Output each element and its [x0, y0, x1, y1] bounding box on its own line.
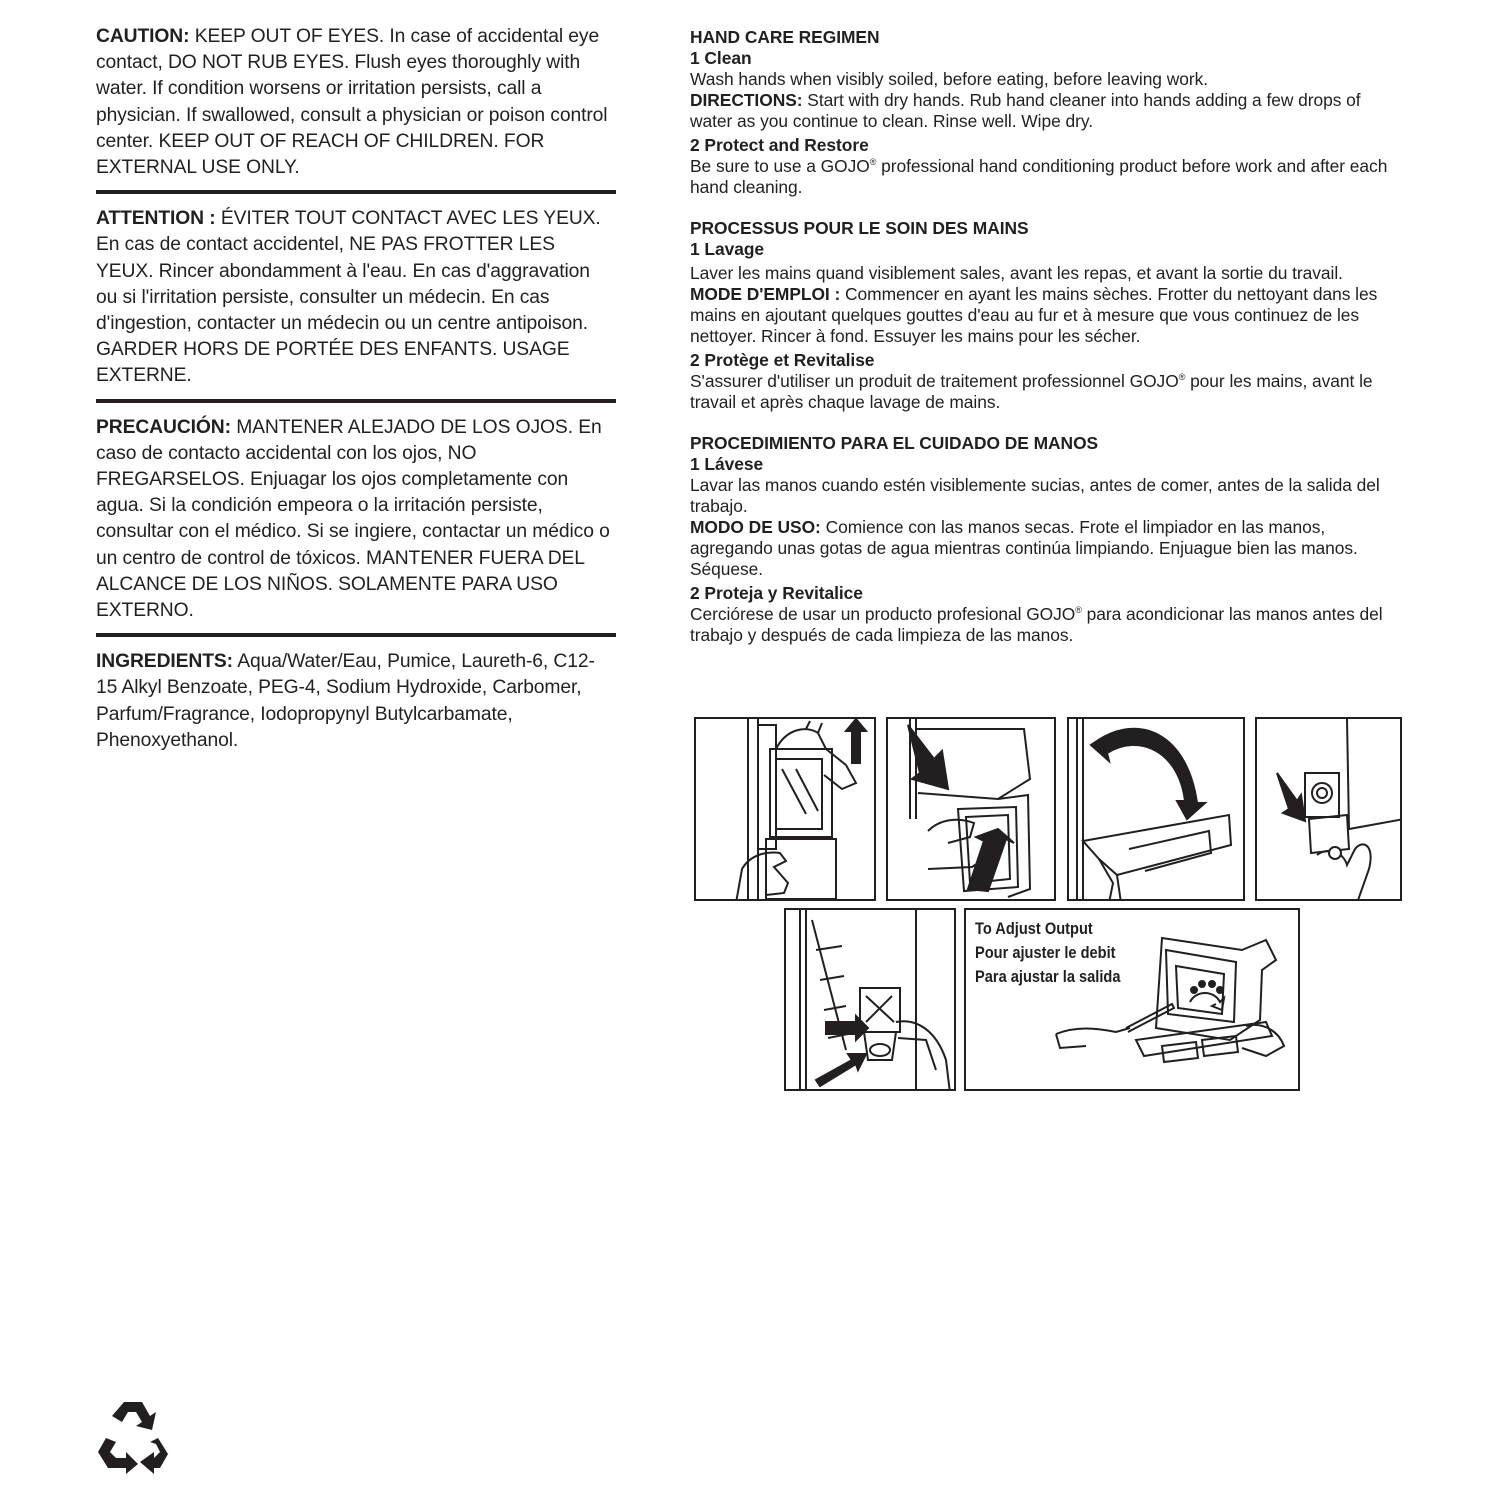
directions: [690, 284, 1390, 347]
recycle-icon: [94, 1396, 174, 1476]
regimen-en: [690, 27, 1390, 198]
directions: [690, 517, 1390, 580]
directions-text: Comience con las manos secas. Frote el limpiador en las manos, agregando unas gotas de agua mientras continúa limpiando. Enjuague bien las manos. Séquese.: [690, 517, 1358, 579]
step2-title: 2 Proteja y Revitalice: [690, 583, 863, 603]
step2-text-a: Be sure to use a GOJO: [690, 156, 870, 176]
divider: [96, 399, 616, 403]
step1-text: Laver les mains quand visiblement sales, avant les repas, et avant la sortie du travail.: [690, 263, 1343, 283]
caution-lead: CAUTION:: [96, 26, 190, 47]
registered-mark: ®: [1178, 372, 1186, 383]
illustration-panel-4: [1255, 717, 1402, 901]
illustration-panel-5: [784, 908, 956, 1091]
regimen-column: [690, 27, 1390, 662]
directions: [690, 90, 1390, 132]
precaucion-text: MANTENER ALEJADO DE LOS OJOS. En caso de contacto accidental con los ojos, NO FREGARSELOS. Enjuagar los ojos completamente con agua. Si la condición empeora o la irritación persiste, consultar con el médico. Si se ingiere, contactar un médico o un centro de control de tóxicos. MANTENER FUERA DEL ALCANCE DE LOS NIÑOS. SOLAMENTE PARA USO EXTERNO.: [96, 416, 610, 622]
step2-text: [690, 371, 1390, 413]
precaucion-lead: PRECAUCIÓN:: [96, 416, 231, 438]
warnings-column: [96, 24, 616, 754]
step2-text: [690, 156, 1390, 198]
illustration-panel-1: [694, 717, 876, 901]
illustration-panel-3: [1067, 717, 1245, 901]
directions-lead: MODE D'EMPLOI :: [690, 284, 841, 304]
directions-text: Commencer en ayant les mains sèches. Frotter du nettoyant dans les mains en ajoutant quelques gouttes d'eau au fur et à mesure que vous continuez de les nettoyer. Rincer à fond. Essuyer les mains pour les sécher.: [690, 284, 1378, 346]
caution-text: KEEP OUT OF EYES. In case of accidental eye contact, DO NOT RUB EYES. Flush eyes thoroughly with water. If condition worsens or irritation persists, call a physician. If swallowed, consult a physician or poison control center. KEEP OUT OF REACH OF CHILDREN. FOR EXTERNAL USE ONLY.: [96, 26, 608, 179]
ingredients-lead: INGREDIENTS:: [96, 651, 233, 673]
step2-text-b: para acondicionar las manos antes del trabajo y después de cada limpieza de las manos.: [690, 604, 1383, 645]
registered-mark: ®: [1075, 605, 1082, 616]
directions-lead: DIRECTIONS:: [690, 90, 803, 110]
step1-title: 1 Clean: [690, 48, 752, 68]
regimen-heading: HAND CARE REGIMEN: [690, 27, 880, 47]
directions-lead: MODO DE USO:: [690, 517, 821, 537]
regimen-heading: PROCESSUS POUR LE SOIN DES MAINS: [690, 218, 1029, 238]
adjust-output-en: To Adjust Output: [975, 919, 1093, 938]
dispenser-open-illustration: [696, 719, 876, 901]
attention-section: [96, 206, 616, 389]
close-cover-illustration: [1069, 719, 1245, 901]
adjust-output-illustration: [966, 910, 1300, 1091]
ingredients-text: Aqua/Water/Eau, Pumice, Laureth-6, C12-15 Alkyl Benzoate, PEG-4, Sodium Hydroxide, Carbomer, Parfum/Fragrance, Iodopropynyl Butylcarbamate, Phenoxyethanol.: [96, 651, 595, 751]
regimen-fr: [690, 218, 1390, 413]
remove-cap-illustration: [1257, 719, 1402, 901]
regimen-heading: PROCEDIMIENTO PARA EL CUIDADO DE MANOS: [690, 433, 1099, 453]
divider: [96, 190, 616, 194]
precaucion-section: [96, 415, 616, 625]
adjust-output-panel: [964, 908, 1300, 1091]
step1-text: Wash hands when visibly soiled, before eating, before leaving work.: [690, 69, 1209, 89]
attention-text: ÉVITER TOUT CONTACT AVEC LES YEUX. En cas de contact accidentel, NE PAS FROTTER LES YEUX. Rincer abondamment à l'eau. En cas d'aggravation ou si l'irritation persiste, consulter un médecin. En cas d'ingestion, contacter un médecin ou un centre antipoison. GARDER HORS DE PORTÉE DES ENFANTS. USAGE EXTERNE.: [96, 208, 601, 387]
caution-section: [96, 24, 616, 181]
directions-text: Start with dry hands. Rub hand cleaner into hands adding a few drops of water as you continue to clean. Rinse well. Wipe dry.: [690, 90, 1361, 131]
regimen-es: [690, 433, 1390, 646]
divider: [96, 633, 616, 637]
step2-text-a: S'assurer d'utiliser un produit de traitement professionnel GOJO: [690, 371, 1179, 391]
step2-text: [690, 604, 1390, 646]
step2-text-b: pour les mains, avant le travail et après chaque lavage de mains.: [690, 371, 1373, 412]
registered-mark: ®: [869, 157, 877, 168]
step1-title: 1 Lávese: [690, 454, 764, 474]
step2-title: 2 Protect and Restore: [690, 135, 869, 155]
step1-title: 1 Lavage: [690, 239, 765, 259]
install-nozzle-illustration: [786, 910, 956, 1091]
step1-text: Lavar las manos cuando estén visiblemente sucias, antes de comer, antes de la salida del trabajo.: [690, 475, 1380, 516]
step2-text-a: Cerciórese de usar un producto profesional GOJO: [690, 604, 1076, 624]
attention-lead: ATTENTION :: [96, 208, 216, 230]
ingredients-section: [96, 649, 616, 754]
adjust-output-es: Para ajustar la salida: [975, 967, 1121, 986]
adjust-output-fr: Pour ajuster le debit: [975, 943, 1116, 962]
step2-title: 2 Protège et Revitalise: [690, 350, 875, 370]
step2-text-b: professional hand conditioning product before work and after each hand cleaning.: [690, 156, 1388, 197]
illustration-panel-2: [886, 717, 1056, 901]
refill-insert-illustration: [888, 719, 1056, 901]
